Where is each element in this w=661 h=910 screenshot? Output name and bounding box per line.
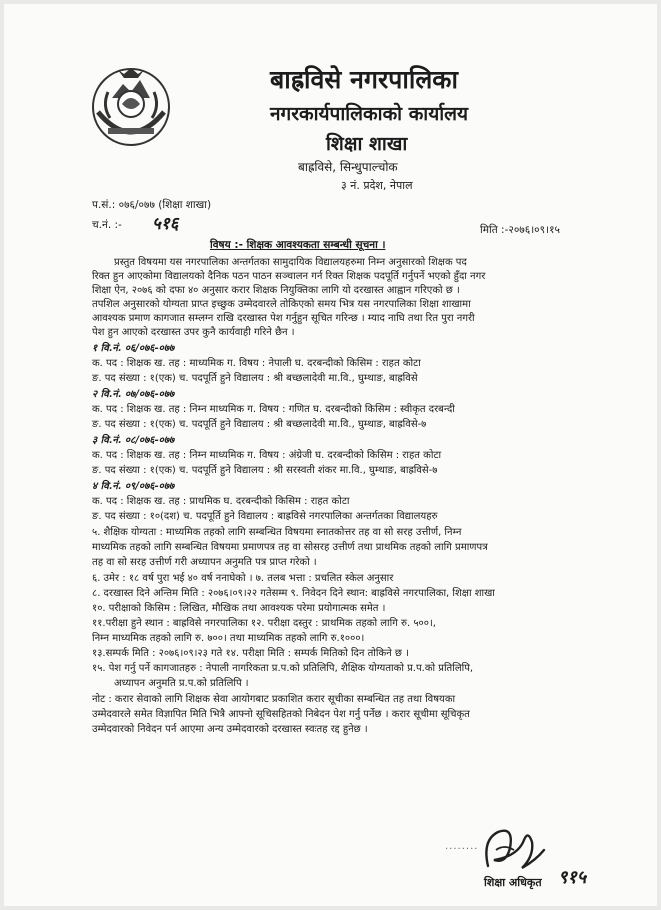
office-name: बाह्रविसे नगरपालिका <box>270 65 458 94</box>
note-text: उम्मेदवारको निवेदन पर्न आएमा अन्य उम्मेदवारको दरखास्त स्वःतह रद्द हुनेछ । <box>92 724 368 735</box>
ad-heading: ३ वि.नं. ०८/०७६-०७७ <box>92 435 175 446</box>
documents-text: अध्यापन अनुमति प्र.प.को प्रतिलिपि । <box>114 678 249 689</box>
note-text: नोट : करार सेवाको लागि शिक्षक सेवा आयोगबाट प्रकाशित करार सूचीका सम्बन्धित तह तथा विषयका <box>92 694 456 705</box>
reference-number: प.सं.: ०७६/०७७ (शिक्षा शाखा) <box>92 199 212 211</box>
exam-fee-text: निम्न माध्यमिक तहको लागि रु. ७००। तथा माध्यमिक तहको लागि रु.१०००। <box>92 633 365 644</box>
ad-detail: ङ. पद संख्या : १०(दश) च. पदपूर्ति हुने विद्यालय : बाह्रविसे नगरपालिका अन्तर्गतका विद्यालयहरु <box>92 511 438 522</box>
age-salary-text: ६. उमेर : १८ वर्ष पुरा भई ४० वर्ष ननाघेको । ७. तलब भत्ता : प्रचलित स्केल अनुसार <box>92 573 394 584</box>
qualification-text: तह वा सो सरह उत्तीर्ण गरी अध्यापन अनुमति पत्र प्राप्त गरेको । <box>92 557 317 568</box>
letter-subject: विषय :- शिक्षक आवश्यकता सम्बन्धी सूचना । <box>210 239 386 251</box>
intro-line: तपशिल अनुसारको योग्यता प्राप्त इच्छुक उम्मेदवारले तोकिएको समय भित्र यस नगरपालिका शिक्षा शाखामा <box>92 299 471 310</box>
government-emblem-icon <box>88 62 174 148</box>
letter-date: मिति :-२०७६।०९।१५ <box>480 224 561 236</box>
signatory-title: शिक्षा अधिकृत <box>484 876 542 889</box>
ad-detail: क. पद : शिक्षक ख. तह : माध्यमिक ग. विषय : नेपाली घ. दरबन्दीको किसिम : राहत कोटा <box>92 358 421 369</box>
ad-detail: क. पद : शिक्षक ख. तह : निम्न माध्यमिक ग. विषय : गणित घ. दरबन्दीको किसिम : स्वीकृत दरबन्दी <box>92 404 455 415</box>
dispatch-label: च.नं. :- <box>92 219 122 231</box>
ad-heading: ४ वि.नं. ०९/०७६-०७७ <box>92 481 175 492</box>
office-subtitle: नगरकार्यपालिकाको कार्यालय <box>270 103 469 125</box>
ad-detail: क. पद : शिक्षक ख. तह : निम्न माध्यमिक ग. विषय : अंग्रेजी घ. दरबन्दीको किसिम : राहत कोटा <box>92 450 442 461</box>
intro-line: शिक्षा ऐन, २०७६ को दफा ४० अनुसार करार शिक्षक नियुक्तिका लागि यो दरखास्त आह्वान गरिएको छ । <box>92 285 460 296</box>
exam-type-text: १०. परीक्षाको किसिम : लिखित, मौखिक तथा आवश्यक परेमा प्रयोगात्मक समेत । <box>92 603 386 614</box>
dispatch-number: ५१६ <box>152 214 179 234</box>
ad-detail: क. पद : शिक्षक ख. तह : प्राथमिक घ. दरबन्दीको किसिम : राहत कोटा <box>92 496 350 507</box>
signature-handnote: ९१५ <box>558 867 587 888</box>
signature-dots: ........ <box>445 841 479 852</box>
ad-detail: ङ. पद संख्या : १(एक) च. पदपूर्ति हुने विद्यालय : श्री बच्छलादेवी मा.वि., घुम्थाङ, बाह्रविसे-७ <box>92 419 427 430</box>
deadline-text: ८. दरखास्त दिने अन्तिम मिति : २०७६।०९।२२ गतेसम्म ९. निवेदन दिने स्थान: बाह्रविसे नगरपालिका, शिक्षा शाखा <box>92 588 495 599</box>
intro-line: प्रस्तुत विषयमा यस नगरपालिका अन्तर्गतका सामुदायिक विद्यालयहरुमा निम्न अनुसारको शिक्षक पद <box>114 257 467 268</box>
intro-line: पेश हुन आएको दरखास्त उपर कुनै कार्यवाही गरिने छैन । <box>92 327 295 338</box>
ad-heading: २ वि.नं. ०७/०७६-०७७ <box>92 389 175 400</box>
intro-line: आवश्यक प्रमाण कागजात सम्लग्न राखि दरखास्त पेश गर्नुहुन सूचित गरिन्छ । म्याद नाघि तथा रित पुरा नगरी <box>92 313 475 324</box>
qualification-text: ५. शैक्षिक योग्यता : माध्यमिक तहको लागि सम्बन्धित विषयमा स्नातकोत्तर तह वा सो सरह उत्तीर्ण, निम्न <box>92 527 462 538</box>
address-line: बाह्रविसे, सिन्धुपाल्चोक <box>298 160 398 174</box>
ad-detail: ङ. पद संख्या : १(एक) च. पदपूर्ति हुने विद्यालय : श्री सरस्वती शंकर मा.वि., घुम्थाङ, बाह्रविसे-७ <box>92 465 438 476</box>
contact-date-text: १३.सम्पर्क मिति : २०७६।०९।२३ गते १४. परीक्षा मिति : सम्पर्क मितिको दिन तोकिने छ । <box>92 648 409 659</box>
signature-icon <box>474 820 564 880</box>
note-text: उम्मेदवारले समेत विज्ञापित मिति भित्रै आफ्नो सूचिसहितको निबेदन पेश गर्नु पर्नेछ । करार सूचीमा सूचिकृत <box>92 709 470 720</box>
intro-line: रिक्त हुन आएकोमा विद्यालयको दैनिक पठन पाठन सञ्चालन गर्न रिक्त शिक्षक पदपूर्ति गर्नुपर्ने भएको हुँदा नगर <box>92 271 486 282</box>
documents-text: १५. पेश गर्नु पर्ने कागजातहरु : नेपाली नागरिकता प्र.प.को प्रतिलिपि, शैक्षिक योग्यताको प्र.प.को प्रतिलिपि, <box>92 663 474 674</box>
qualification-text: माध्यमिक तहको लागि सम्बन्धित विषयमा प्रमाणपत्र तह वा सोसरह उत्तीर्ण तथा प्राथमिक तहको लागि प्रमाणपत्र <box>92 542 488 553</box>
ad-detail: ङ. पद संख्या : १(एक) च. पदपूर्ति हुने विद्यालय : श्री बच्छलादेवी मा.वि., घुम्थाङ, बाह्रविसे <box>92 373 418 384</box>
section-name: शिक्षा शाखा <box>326 133 408 155</box>
ad-heading: १ वि.नं. ०६/०७६-०७७ <box>92 343 175 354</box>
province-line: ३ नं. प्रदेश, नेपाल <box>341 179 413 192</box>
exam-place-fee-text: ११.परीक्षा हुने स्थान : बाह्रविसे नगरपालिका १२. परीक्षा दस्तुर : प्राथमिक तहको लागि रु. ५००।, <box>92 618 436 629</box>
